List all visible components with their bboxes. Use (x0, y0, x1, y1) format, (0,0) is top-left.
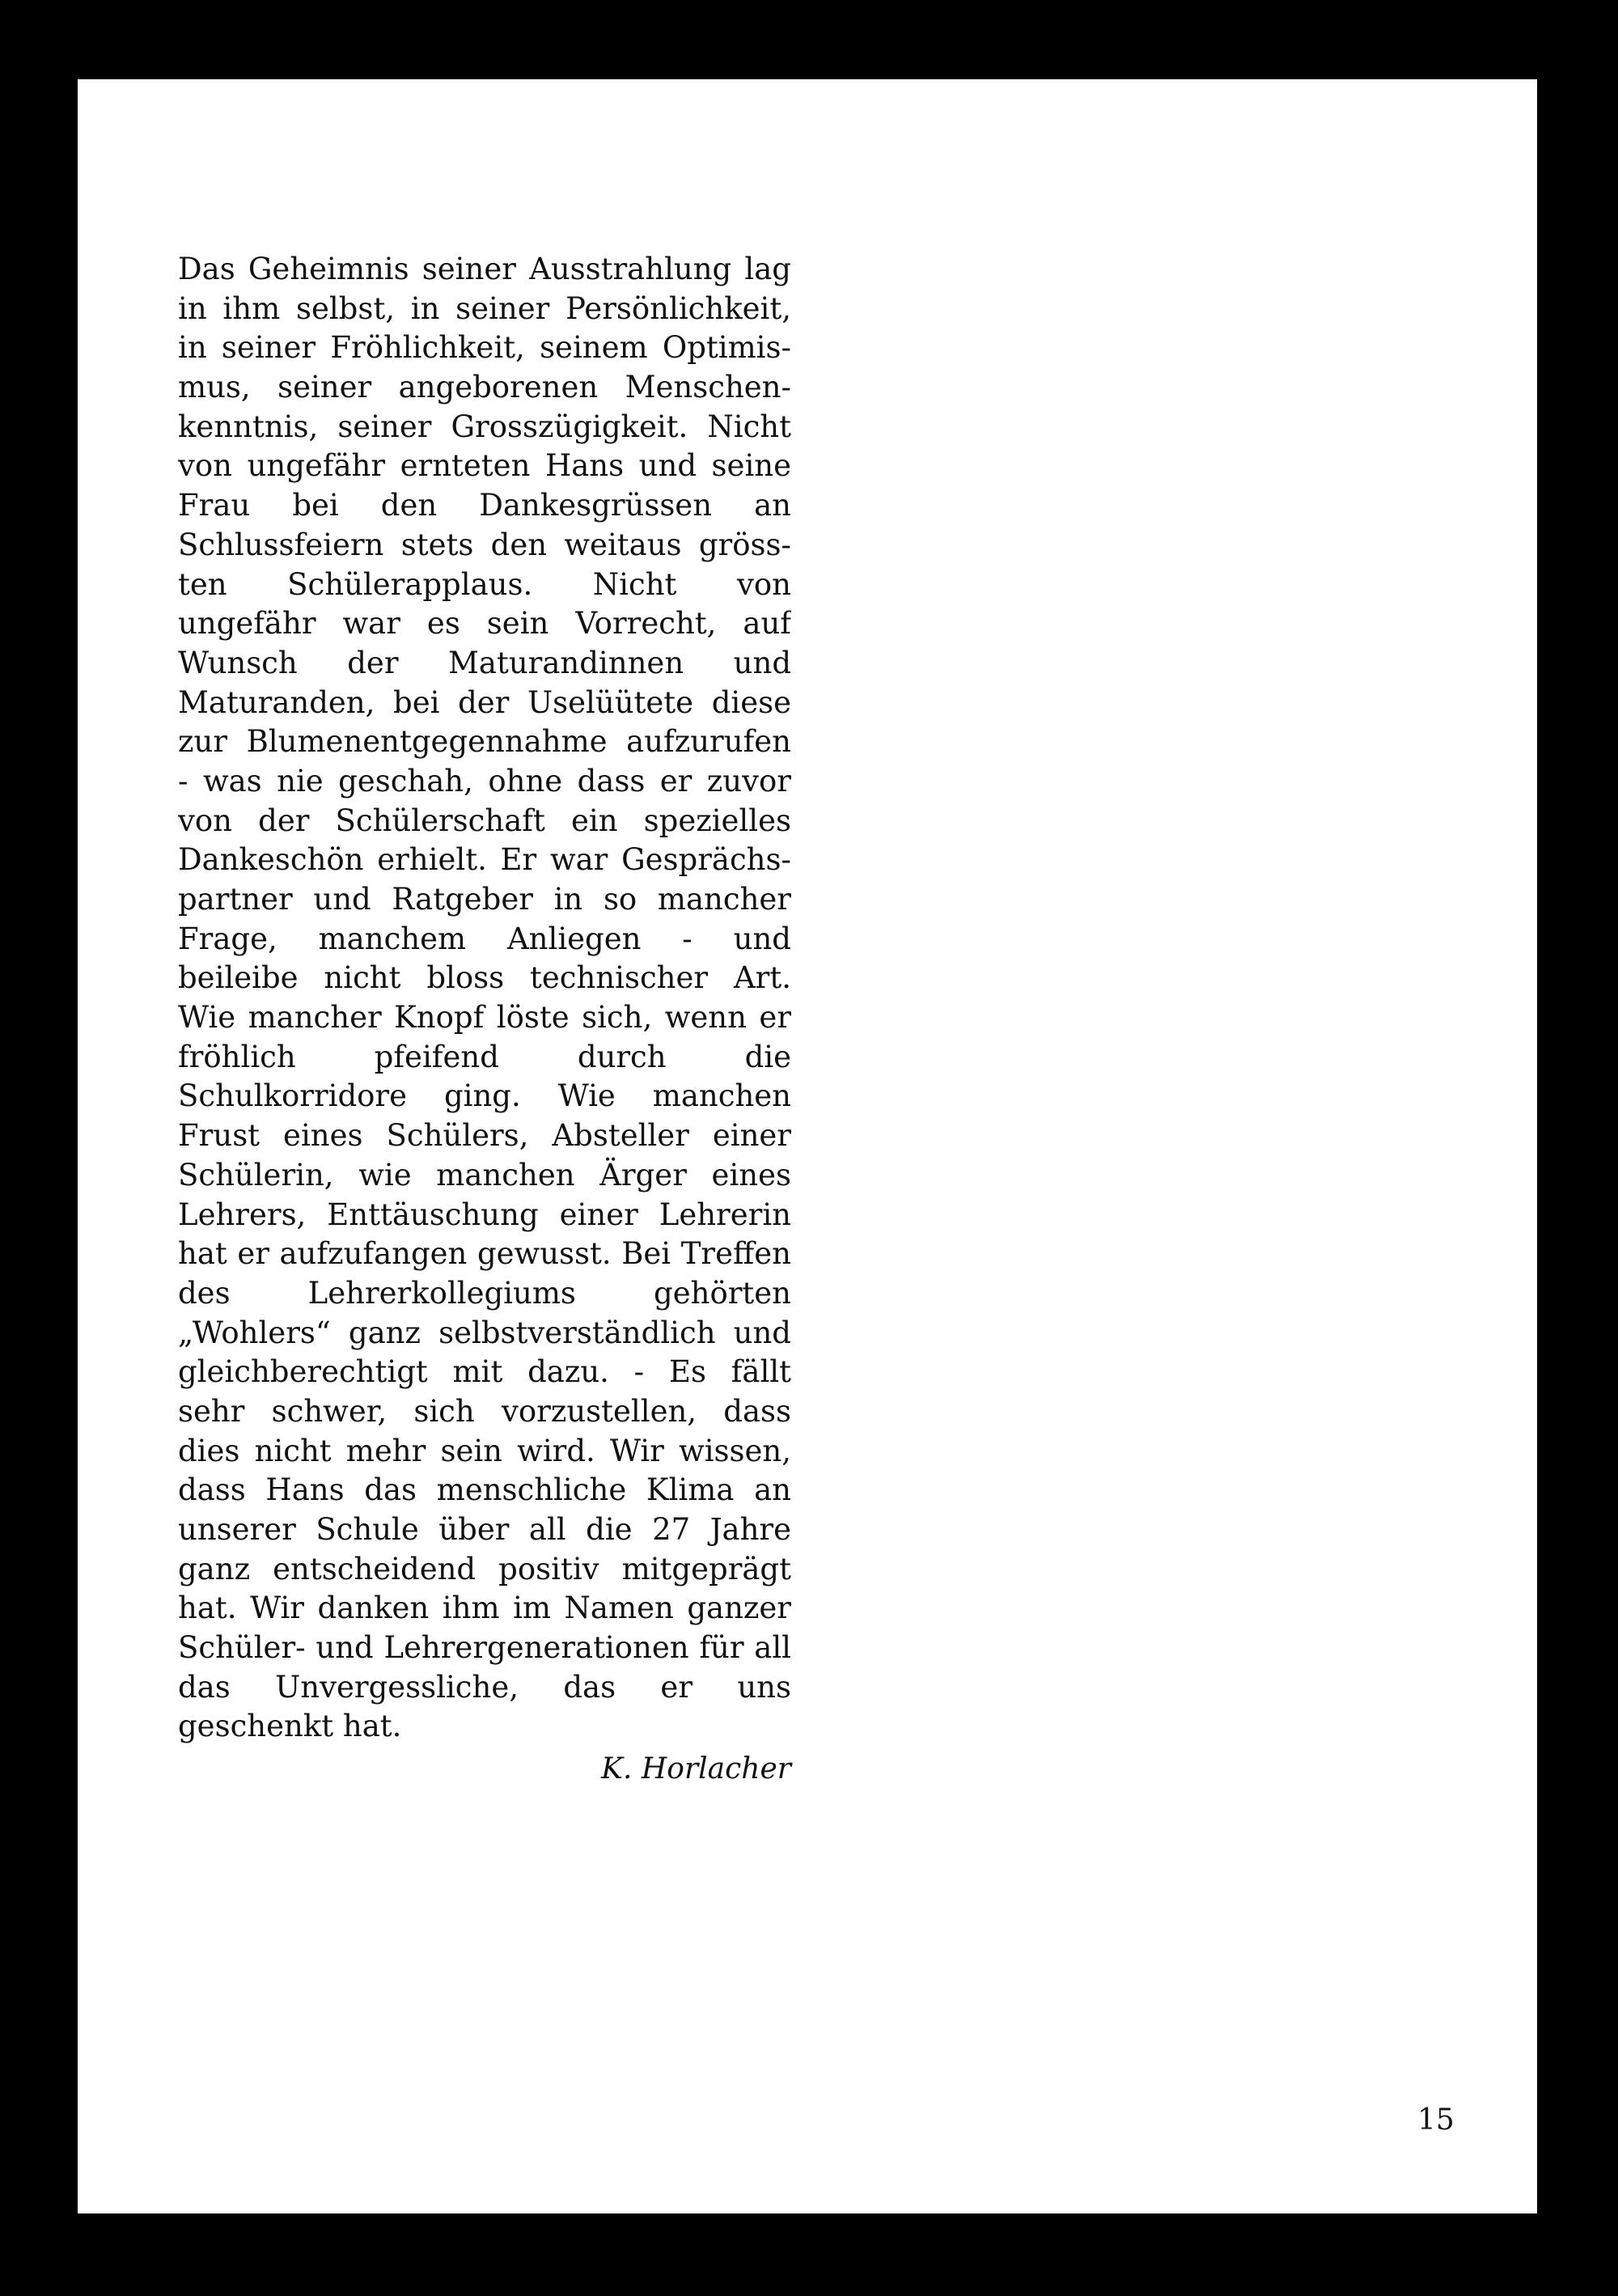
text-line: in ihm selbst, in seiner Persönlichkeit, (178, 290, 791, 326)
text-line: Dankeschön erhielt. Er war Gesprächs- (178, 842, 791, 878)
text-line: dass Hans das menschliche Klima an (178, 1472, 791, 1508)
text-line: hat. Wir danken ihm im Namen ganzer (178, 1591, 791, 1626)
text-line: Schülerin, wie manchen Ärger eines (178, 1157, 791, 1192)
text-line: Schlussfeiern stets den weitaus gröss- (178, 527, 791, 562)
text-line: in seiner Fröhlichkeit, seinem Optimis- (178, 330, 791, 366)
text-line: das Unvergessliche, das er uns (178, 1669, 791, 1705)
text-line: Das Geheimnis seiner Ausstrahlung lag (178, 252, 791, 286)
text-line: ganz entscheidend positiv mitgeprägt (178, 1551, 791, 1586)
text-line: unserer Schule über all die 27 Jahre (178, 1512, 791, 1547)
text-line: Maturanden, bei der Uselüütete diese (178, 684, 791, 720)
text-line: Wie mancher Knopf löste sich, wenn er (178, 1000, 791, 1036)
text-line: des Lehrerkollegiums gehörten (178, 1275, 791, 1311)
body-text (178, 250, 791, 1747)
text-line: ungefähr war es sein Vorrecht, auf (178, 606, 791, 642)
text-line: „Wohlers“ ganz selbstverständlich und (178, 1315, 791, 1350)
text-line: Lehrers, Enttäuschung einer Lehrerin (178, 1197, 791, 1232)
text-line: hat er aufzufangen gewusst. Bei Treffen (178, 1236, 791, 1272)
page-number: 15 (1417, 2103, 1455, 2137)
text-line: Wunsch der Maturandinnen und (178, 645, 791, 680)
text-line: mus, seiner angeborenen Menschen- (178, 370, 791, 405)
text-line: kenntnis, seiner Grosszügigkeit. Nicht (178, 409, 791, 444)
text-line: Frust eines Schülers, Absteller einer (178, 1118, 791, 1154)
text-line: von ungefähr ernteten Hans und seine (178, 448, 791, 484)
text-line: von der Schülerschaft ein spezielles (178, 803, 791, 838)
document-page (78, 79, 1537, 2213)
author-signature: K. Horlacher (601, 1752, 791, 1786)
text-line: dies nicht mehr sein wird. Wir wissen, (178, 1433, 791, 1468)
text-line: beileibe nicht bloss technischer Art. (178, 960, 791, 996)
text-line: fröhlich pfeifend durch die (178, 1039, 791, 1074)
text-line: gleichberechtigt mit dazu. - Es fällt (178, 1354, 791, 1390)
text-line: Frage, manchem Anliegen - und (178, 921, 791, 956)
text-line: Schüler- und Lehrergenerationen für all (178, 1630, 791, 1666)
text-line: sehr schwer, sich vorzustellen, dass (178, 1393, 791, 1429)
text-line: zur Blumenentgegennahme aufzurufen (178, 724, 791, 760)
text-line: Frau bei den Dankesgrüssen an (178, 488, 791, 523)
text-line: ten Schülerapplaus. Nicht von (178, 566, 791, 602)
text-line: partner und Ratgeber in so mancher (178, 882, 791, 917)
text-line: geschenkt hat. (178, 1709, 402, 1744)
text-line: - was nie geschah, ohne dass er zuvor (178, 763, 791, 799)
text-line: Schulkorridore ging. Wie manchen (178, 1078, 791, 1114)
